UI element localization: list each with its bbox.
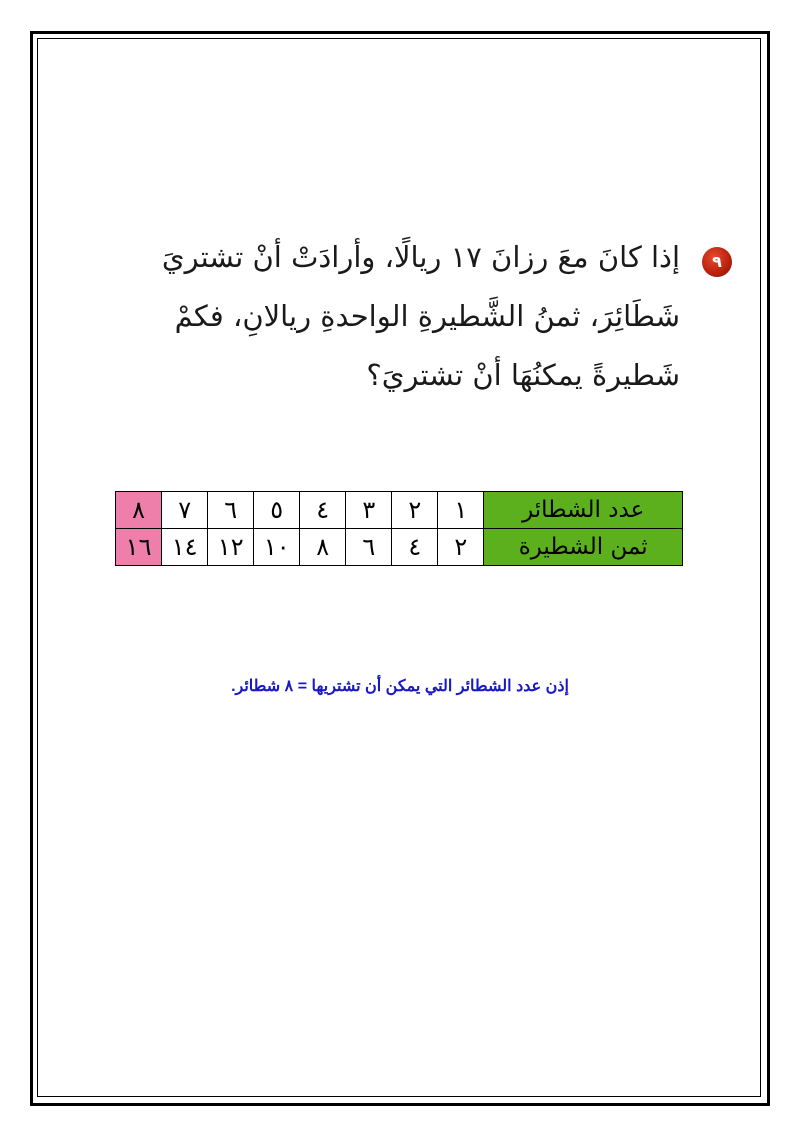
question-line-3: شَطيرةً يمكنُهَا أنْ تشتريَ؟ [366, 358, 680, 392]
question-number-badge: ٩ [702, 247, 732, 277]
table-cell: ١٠ [254, 529, 300, 566]
table-cell: ٥ [254, 492, 300, 529]
table-row-price [116, 529, 683, 566]
question-text [120, 228, 732, 405]
table-cell: ١٤ [162, 529, 208, 566]
table-cell: ٤ [392, 529, 438, 566]
table-cell: ٢ [438, 529, 484, 566]
question-line-1: إذا كانَ معَ رزانَ ١٧ ريالًا، وأرادَتْ أنْ تشتريَ [161, 240, 680, 274]
table-row-count [116, 492, 683, 529]
row-label-price: ثمن الشطيرة [484, 529, 683, 566]
table-cell: ٨ [300, 529, 346, 566]
table-cell: ١ [438, 492, 484, 529]
table-cell-highlight: ١٦ [116, 529, 162, 566]
table-cell: ٦ [346, 529, 392, 566]
sandwich-price-table [115, 491, 683, 566]
table-cell: ١٢ [208, 529, 254, 566]
answer-text: إذن عدد الشطائر التي يمكن أن تشتريها = ٨ شطائر. [231, 678, 569, 695]
question-line-2: شَطَائِرَ، ثمنُ الشَّطيرةِ الواحدةِ ريالانِ، فكمْ [174, 299, 680, 333]
row-label-count: عدد الشطائر [484, 492, 683, 529]
table-cell: ٣ [346, 492, 392, 529]
question-block [120, 228, 732, 405]
page-border-inner [37, 38, 761, 1097]
table-cell: ٦ [208, 492, 254, 529]
table-cell: ٧ [162, 492, 208, 529]
table-cell: ٤ [300, 492, 346, 529]
table-cell-highlight: ٨ [116, 492, 162, 529]
table-cell: ٢ [392, 492, 438, 529]
